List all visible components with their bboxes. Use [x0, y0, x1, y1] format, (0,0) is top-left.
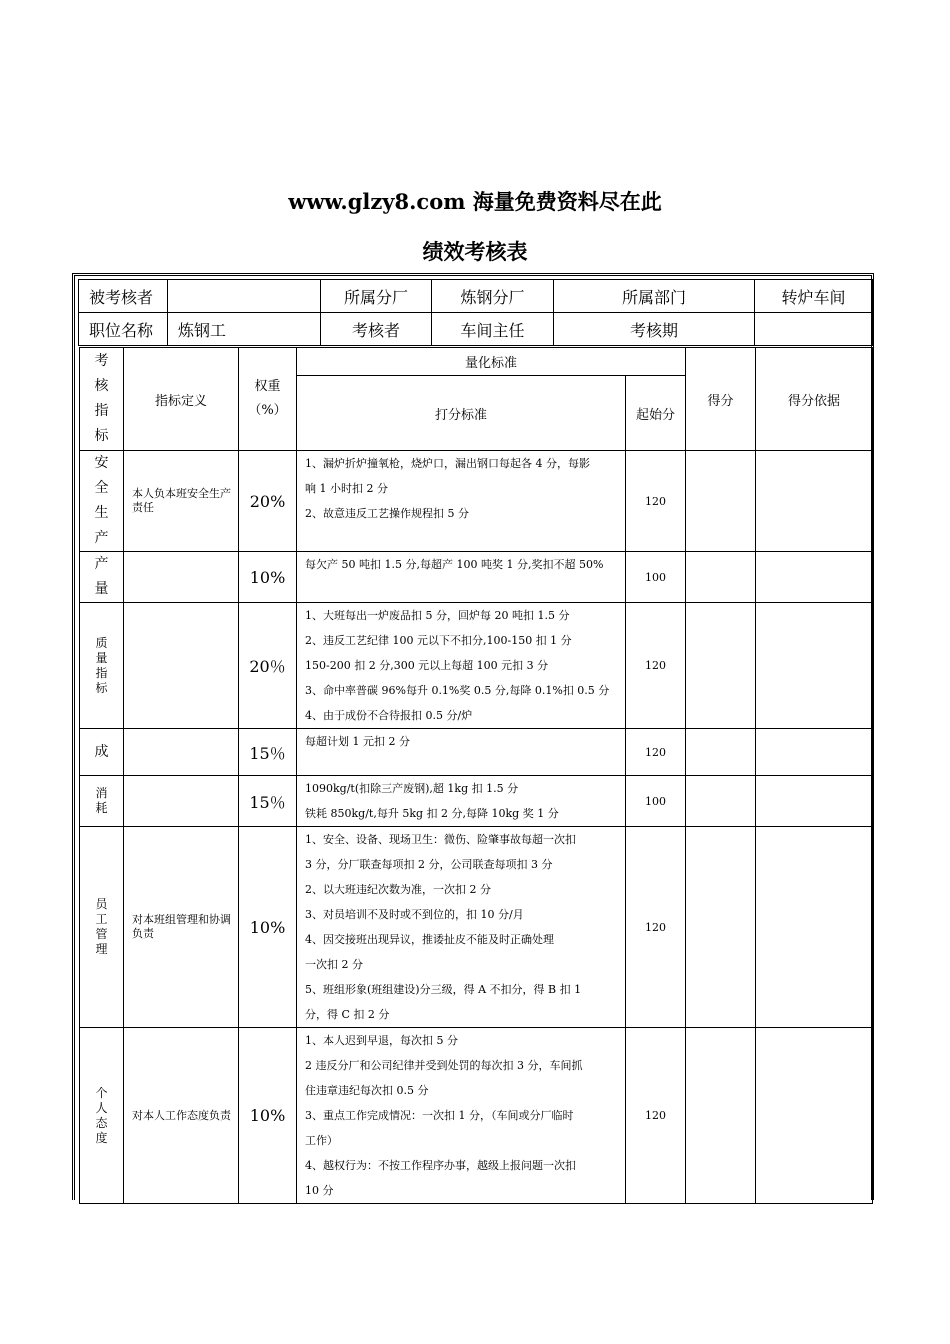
- row-definition: [124, 729, 239, 776]
- table-row: [80, 1028, 873, 1204]
- table-row: [80, 451, 873, 552]
- row-basis-input[interactable]: [756, 776, 873, 827]
- header-row-1: [79, 280, 873, 313]
- criteria-line: 150-200 扣 2 分,300 元以上每超 100 元扣 3 分: [305, 659, 549, 672]
- row-start-score: 120: [626, 451, 686, 552]
- criteria-line: 一次扣 2 分: [305, 958, 363, 971]
- header-label-position: 职位名称: [79, 313, 168, 346]
- criteria-line: 每欠产 50 吨扣 1.5 分,每超产 100 吨奖 1 分,奖扣不超 50%: [305, 558, 604, 571]
- row-score-input[interactable]: [686, 451, 756, 552]
- criteria-line: 3 分，分厂联查每项扣 2 分，公司联查每项扣 3 分: [305, 858, 553, 871]
- header-label-period: 考核期: [554, 313, 755, 346]
- table-row: [80, 552, 873, 603]
- criteria-line: 1090kg/t(扣除三产废钢),超 1kg 扣 1.5 分: [305, 782, 519, 795]
- row-weight: 10%: [239, 1028, 297, 1204]
- header-value-plant: 炼钢分厂: [432, 280, 554, 313]
- row-definition: 本人负本班安全生产责任: [124, 451, 239, 552]
- header-label-plant: 所属分厂: [321, 280, 432, 313]
- row-start-score: 120: [626, 827, 686, 1028]
- header-row-2: [79, 313, 873, 346]
- document-title: 绩效考核表: [422, 239, 528, 264]
- row-score-input[interactable]: [686, 776, 756, 827]
- row-weight: 10%: [239, 827, 297, 1028]
- criteria-line: 10 分: [305, 1184, 334, 1197]
- row-indicator-text: 员工管理: [95, 897, 108, 956]
- criteria-line: 1、安全、设备、现场卫生：微伤、险肇事故每超一次扣: [305, 833, 576, 846]
- row-scoring-criteria: [297, 776, 626, 827]
- criteria-line: 4、因交接班出现异议，推诿扯皮不能及时正确处理: [305, 933, 554, 946]
- row-indicator: [80, 776, 124, 827]
- row-indicator: [80, 827, 124, 1028]
- row-basis-input[interactable]: [756, 827, 873, 1028]
- row-definition: 对本人工作态度负责: [124, 1028, 239, 1204]
- table-row: [80, 729, 873, 776]
- row-scoring-criteria: [297, 827, 626, 1028]
- criteria-line: 2 违反分厂和公司纪律并受到处罚的每次扣 3 分，车间抓: [305, 1059, 583, 1072]
- row-indicator-text: 成: [94, 743, 109, 760]
- row-score-input[interactable]: [686, 603, 756, 729]
- header-info-table: [78, 279, 873, 346]
- header-value-position: 炼钢工: [168, 313, 321, 346]
- row-definition: [124, 552, 239, 603]
- table-row: [80, 776, 873, 827]
- row-weight: 15％: [239, 729, 297, 776]
- site-title: www.glzy8.com 海量免费资料尽在此: [288, 189, 662, 214]
- col-header-indicator-text: 考核指标: [94, 353, 109, 444]
- col-header-weight: [239, 348, 297, 451]
- row-score-input[interactable]: [686, 552, 756, 603]
- row-start-score: 100: [626, 776, 686, 827]
- assessment-rows: [80, 451, 873, 1204]
- criteria-line: 2、以大班违纪次数为准，一次扣 2 分: [305, 883, 491, 896]
- row-start-score: 120: [626, 603, 686, 729]
- row-definition: [124, 776, 239, 827]
- header-label-examinee: 被考核者: [79, 280, 168, 313]
- criteria-line: 2、故意违反工艺操作规程扣 5 分: [305, 507, 469, 520]
- col-header-basis: 得分依据: [756, 348, 873, 451]
- col-header-quant: 量化标准: [297, 348, 686, 376]
- col-header-scoring: 打分标准: [297, 376, 626, 451]
- row-scoring-criteria: [297, 729, 626, 776]
- assessment-table: [79, 347, 873, 1204]
- row-indicator: [80, 603, 124, 729]
- row-score-input[interactable]: [686, 729, 756, 776]
- row-basis-input[interactable]: [756, 552, 873, 603]
- row-weight: 15％: [239, 776, 297, 827]
- row-definition: 对本班组管理和协调负责: [124, 827, 239, 1028]
- criteria-line: 1、本人迟到早退，每次扣 5 分: [305, 1034, 458, 1047]
- criteria-line: 4、越权行为：不按工作程序办事，越级上报问题一次扣: [305, 1159, 576, 1172]
- criteria-line: 工作）: [305, 1134, 338, 1147]
- col-header-score: 得分: [686, 348, 756, 451]
- col-header-definition: 指标定义: [124, 348, 239, 451]
- row-basis-input[interactable]: [756, 451, 873, 552]
- criteria-line: 5、班组形象(班组建设)分三级，得 A 不扣分，得 B 扣 1: [305, 983, 582, 996]
- criteria-line: 分，得 C 扣 2 分: [305, 1008, 390, 1021]
- row-score-input[interactable]: [686, 827, 756, 1028]
- header-value-examinee[interactable]: [168, 280, 321, 313]
- criteria-line: 1、漏炉折炉撞氧枪，烧炉口，漏出钢口每起各 4 分，每影: [305, 457, 590, 470]
- row-start-score: 120: [626, 1028, 686, 1204]
- row-scoring-criteria: [297, 552, 626, 603]
- criteria-line: 住违章违纪每次扣 0.5 分: [305, 1084, 429, 1097]
- row-weight: 20％: [239, 603, 297, 729]
- criteria-line: 响 1 小时扣 2 分: [305, 482, 388, 495]
- criteria-line: 3、对员培训不及时或不到位的，扣 10 分/月: [305, 908, 524, 921]
- col-header-start-score: 起始分: [626, 376, 686, 451]
- criteria-line: 3、命中率普碳 96%每升 0.1%奖 0.5 分,每降 0.1%扣 0.5 分: [305, 684, 610, 697]
- row-indicator-text: 个人态度: [95, 1085, 108, 1145]
- row-basis-input[interactable]: [756, 603, 873, 729]
- header-value-department: 转炉车间: [755, 280, 873, 313]
- criteria-line: 每超计划 1 元扣 2 分: [305, 735, 410, 748]
- row-start-score: 100: [626, 552, 686, 603]
- header-label-assessor: 考核者: [321, 313, 432, 346]
- criteria-line: 2、违反工艺纪律 100 元以下不扣分,100-150 扣 1 分: [305, 634, 572, 647]
- row-definition: [124, 603, 239, 729]
- row-indicator-text: 质量指标: [95, 635, 108, 695]
- row-indicator: [80, 552, 124, 603]
- row-basis-input[interactable]: [756, 1028, 873, 1204]
- row-indicator: [80, 729, 124, 776]
- criteria-line: 铁耗 850kg/t,每升 5kg 扣 2 分,每降 10kg 奖 1 分: [305, 807, 559, 820]
- row-scoring-criteria: [297, 451, 626, 552]
- row-scoring-criteria: [297, 1028, 626, 1204]
- header-value-assessor: 车间主任: [432, 313, 554, 346]
- column-header-row: [80, 348, 873, 376]
- header-value-period[interactable]: [755, 313, 873, 346]
- row-indicator: [80, 1028, 124, 1204]
- row-start-score: 120: [626, 729, 686, 776]
- col-header-indicator: [80, 348, 124, 451]
- col-header-weight-text: 权重（%）: [248, 379, 287, 418]
- criteria-line: 1、大班每出一炉废品扣 5 分，回炉每 20 吨扣 1.5 分: [305, 609, 570, 622]
- criteria-line: 3、重点工作完成情况：一次扣 1 分，（车间或分厂临时: [305, 1109, 574, 1122]
- row-indicator-text: 安全生产: [94, 455, 109, 546]
- row-indicator-text: 产量: [94, 556, 109, 597]
- row-weight: 10%: [239, 552, 297, 603]
- table-row: [80, 603, 873, 729]
- criteria-line: 4、由于成份不合待报扣 0.5 分/炉: [305, 709, 473, 722]
- row-score-input[interactable]: [686, 1028, 756, 1204]
- header-label-department: 所属部门: [554, 280, 755, 313]
- table-row: [80, 827, 873, 1028]
- row-weight: 20%: [239, 451, 297, 552]
- row-indicator: [80, 451, 124, 552]
- row-basis-input[interactable]: [756, 729, 873, 776]
- row-indicator-text: 消耗: [95, 786, 108, 815]
- row-scoring-criteria: [297, 603, 626, 729]
